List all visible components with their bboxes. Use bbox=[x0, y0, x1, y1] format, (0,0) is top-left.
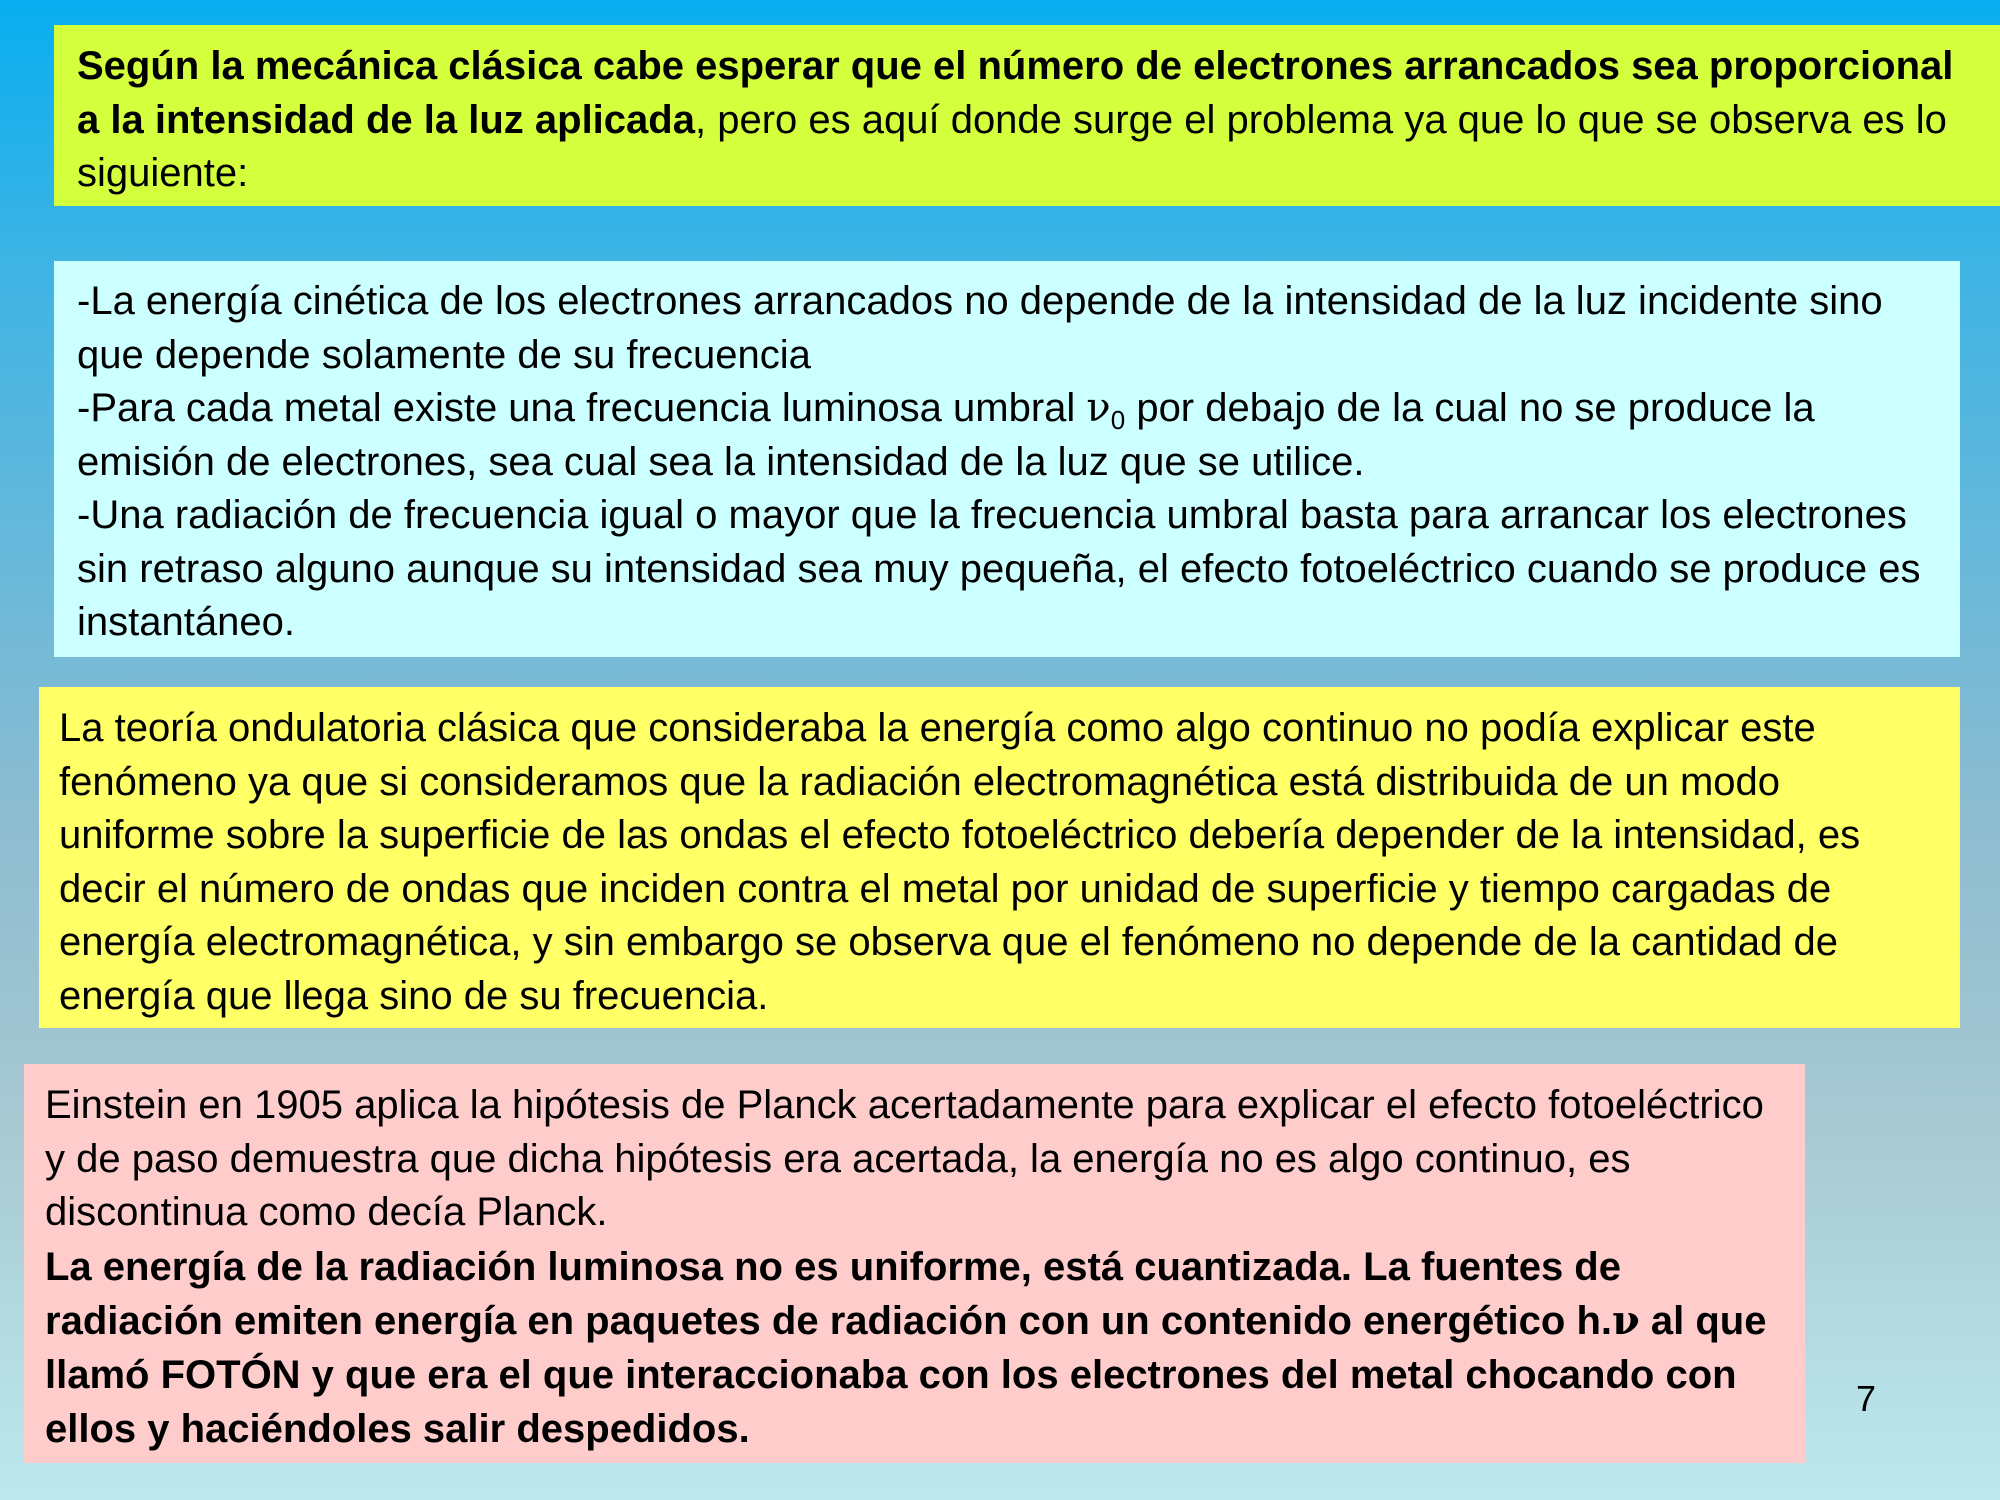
classical-expectation-bold: Según la mecánica clásica cabe esperar que el número de electrones arrancados sea proporcional a la intensidad de la luz aplicada bbox=[77, 44, 1954, 142]
classical-expectation-box bbox=[54, 25, 2000, 206]
wave-theory-box bbox=[39, 687, 1960, 1028]
threshold-text-after: por debajo de la cual no se produce la emisión de electrones, sea cual sea la intensidad de la luz que se utilice. bbox=[77, 386, 1815, 484]
threshold-text-before: -Para cada metal existe una frecuencia luminosa umbral bbox=[77, 386, 1087, 430]
page-number: 7 bbox=[1856, 1378, 1877, 1419]
observation-instantaneous: -Una radiación de frecuencia igual o mayor que la frecuencia umbral basta para arrancar los electrones sin retraso alguno aunque su intensidad sea muy pequeña, el efecto fotoeléctrico cuando se produce es instantáneo. bbox=[77, 493, 1921, 644]
nu-symbol: ν bbox=[1612, 1296, 1640, 1344]
photon-text-after: al que llamó FOTÓN y que era el que interaccionaba con los electrones del metal chocando con ellos y haciéndoles salir despedidos. bbox=[45, 1298, 1767, 1451]
einstein-box bbox=[24, 1064, 1805, 1463]
observation-kinetic-energy: -La energía cinética de los electrones arrancados no depende de la intensidad de la luz incidente sino que depende solamente de su frecuencia bbox=[77, 279, 1883, 377]
einstein-intro-text: Einstein en 1905 aplica la hipótesis de Planck acertadamente para explicar el efecto fotoeléctrico y de paso demuestra que dicha hipótesis era acertada, la energía no es algo continuo, es discontinua como decía Planck. bbox=[45, 1083, 1764, 1234]
observation-threshold-frequency bbox=[77, 382, 1944, 489]
nu-subscript: 0 bbox=[1110, 405, 1126, 435]
photon-text-before: La energía de la radiación luminosa no es uniforme, está cuantizada. La fuentes de radiación emiten energía en paquetes de radiación con un contenido energético h. bbox=[45, 1244, 1621, 1343]
nu-symbol: ν bbox=[1086, 385, 1111, 431]
wave-theory-text: La teoría ondulatoria clásica que consideraba la energía como algo continuo no podía explicar este fenómeno ya que si consideramos que la radiación electromagnética está distribuida de un modo uniforme sobre la superficie de las ondas el efecto fotoeléctrico debería depender de la intensidad, es decir el número de ondas que inciden contra el metal por unidad de superficie y tiempo cargadas de energía electromagnética, y sin embargo se observa que el fenómeno no depende de la cantidad de energía que llega sino de su frecuencia. bbox=[59, 706, 1861, 1018]
observations-box bbox=[54, 261, 1960, 657]
classical-expectation-text bbox=[77, 40, 1984, 201]
photon-conclusion-text bbox=[45, 1240, 1789, 1456]
classical-expectation-rest: , pero es aquí donde surge el problema ya que lo que se observa es lo siguiente: bbox=[77, 97, 1947, 195]
